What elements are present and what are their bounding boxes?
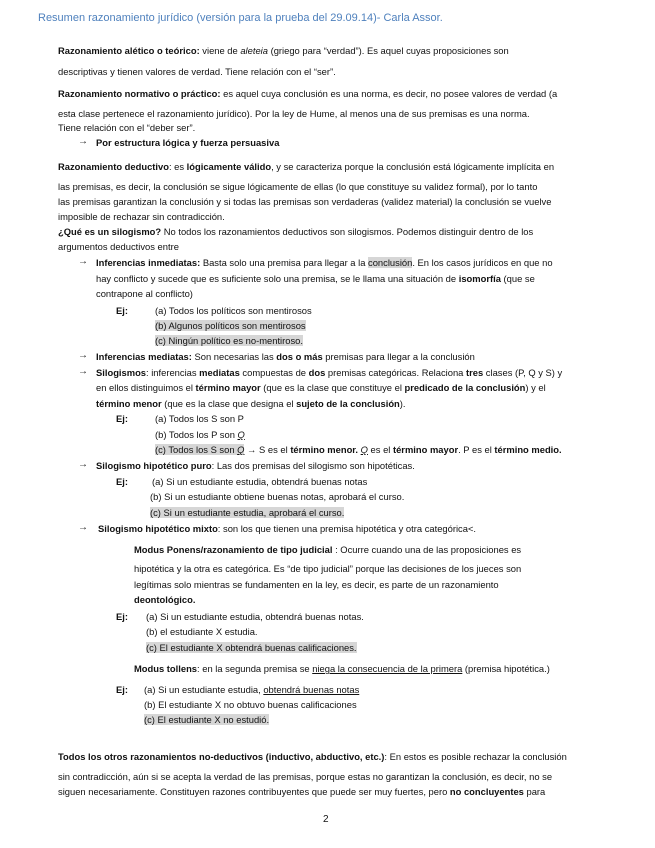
text: Ej: (116, 305, 128, 316)
otros-line-3 (58, 785, 545, 799)
inmediatas-line-3: contrapone al conflicto) (96, 288, 193, 299)
inmediatas-example-a: (a) Todos los políticos son mentirosos (155, 305, 312, 316)
text: término medio. (494, 444, 562, 455)
text: dos (308, 367, 326, 378)
text: viene de (199, 45, 241, 56)
text: (b) Todos los P son (155, 429, 238, 440)
aletico-line-1 (58, 44, 509, 58)
text: (c) Si un estudiante estudia, aprobará el curso. (150, 507, 345, 518)
ponens-example-b: (b) el estudiante X estudia. (146, 626, 258, 637)
ponens-example-a: (a) Si un estudiante estudia, obtendrá buenas notas. (146, 611, 364, 622)
normativo-line-3: Tiene relación con el “deber ser”. (58, 122, 196, 133)
text: Q (237, 444, 245, 455)
document-header: Resumen razonamiento jurídico (versión para la prueba del 29.09.14)- Carla Assor. (38, 12, 443, 24)
text: (griego para “verdad”). Es aquel cuyas proposiciones son (267, 45, 509, 56)
text: ¿Qué es un silogismo? (58, 226, 162, 237)
ponens-title: Modus Ponens/razonamiento de tipo judicial (134, 544, 333, 555)
aletico-title: Razonamiento alético o teórico: (58, 45, 200, 56)
otros-title: Todos los otros razonamientos no-deductivos (inductivo, abductivo, etc.) (58, 751, 385, 762)
text: Basta solo una premisa para llegar a la (200, 257, 369, 268)
text: dos o más (276, 351, 323, 362)
tollens-line-1 (134, 662, 550, 676)
example-label (116, 475, 128, 489)
text: aleteia (240, 45, 268, 56)
hip-puro-title: Silogismo hipotético puro (96, 460, 212, 471)
text: término menor (96, 398, 162, 409)
deductivo-line-4: imposible de rechazar sin contradicción. (58, 211, 225, 222)
hip-puro-line (96, 459, 415, 473)
text: : En estos es posible rechazar la conclusión (384, 751, 567, 762)
silogismos-example-b (155, 428, 245, 442)
text: conclusión (368, 257, 413, 268)
ponens-line-2: hipotética y la otra es categórica. Es “de tipo judicial” porque las decisiones de los jueces son (134, 563, 522, 574)
inmediatas-line-2 (96, 272, 535, 286)
normativo-sub (96, 136, 279, 150)
aletico-line-2: descriptivas y tienen valores de verdad. Tiene relación con el “ser”. (58, 66, 336, 77)
arrow-icon: → (78, 522, 88, 533)
text: en ellos distinguimos el (96, 382, 196, 393)
hip-puro-example-c (150, 506, 344, 520)
text: (premisa hipotética.) (462, 663, 550, 674)
normativo-title: Razonamiento normativo o práctico: (58, 88, 221, 99)
text: (c) Ningún político es no-mentiroso. (155, 335, 303, 346)
text: No todos los razonamientos deductivos son silogismos. Podemos distinguir dentro de los (161, 226, 534, 237)
example-label (116, 304, 128, 318)
text: Ej: (116, 476, 128, 487)
text: tres (466, 367, 484, 378)
hip-mixto-line (98, 522, 476, 536)
text: : son los que tienen una premisa hipotética y otra categórica<. (217, 523, 477, 534)
otros-line-1 (58, 750, 567, 764)
deductivo-line-2: las premisas, es decir, la conclusión se sigue lógicamente de ellas (lo que constituye su validez formal), por lo tanto (58, 181, 538, 192)
text: ) y el (525, 382, 546, 393)
silogismos-example-c (155, 443, 562, 457)
text: Ej: (116, 684, 128, 695)
arrow-icon: → (78, 256, 88, 267)
text: obtendrá buenas notas (263, 684, 360, 695)
text: (que es la clase que designa el (161, 398, 297, 409)
text: para (523, 786, 546, 797)
arrow-icon: → (78, 366, 88, 377)
silogismos-title: Silogismos (96, 367, 147, 378)
hip-puro-example-b: (b) Si un estudiante obtiene buenas notas, aprobará el curso. (150, 491, 405, 502)
text: premisas categóricas. Relaciona (325, 367, 466, 378)
text: Ej: (116, 611, 128, 622)
text: : Ocurre cuando una de las proposiciones es (332, 544, 522, 555)
text: sujeto de la conclusión (296, 398, 400, 409)
page-number: 2 (323, 814, 329, 825)
deductivo-line-1 (58, 160, 554, 174)
text: Son necesarias las (191, 351, 277, 362)
inmediatas-title: Inferencias inmediatas: (96, 257, 201, 268)
text (155, 444, 244, 455)
text: . P es el (458, 444, 495, 455)
text: lógicamente válido (186, 161, 272, 172)
text: (b) Algunos políticos son mentirosos (155, 320, 306, 331)
inmediatas-example-c (155, 334, 303, 348)
text: Ej: (116, 413, 128, 424)
text: deontológico. (134, 594, 196, 605)
text: Q (237, 429, 245, 440)
text: término mayor (392, 444, 459, 455)
arrow-icon: → (78, 350, 88, 361)
silogismos-line-3 (96, 397, 406, 411)
text: : en la segunda premisa se (197, 663, 313, 674)
text: no concluyentes (449, 786, 524, 797)
text: (que se (500, 273, 535, 284)
hip-mixto-title: Silogismo hipotético mixto (98, 523, 218, 534)
otros-line-2: sin contradicción, aún si se acepta la verdad de las premisas, porque estas no garantizan la conclusión, es decir, no se (58, 771, 553, 782)
text: predicado de la conclusión (404, 382, 526, 393)
mediatas-title: Inferencias mediatas: (96, 351, 192, 362)
normativo-line-1 (58, 87, 557, 101)
example-label (116, 683, 128, 697)
text: → S es el (244, 444, 291, 455)
ponens-line-3: legítimas solo mientras se fundamenten en la ley, es decir, es parte de un razonamiento (134, 579, 499, 590)
hip-puro-example-a: (a) Si un estudiante estudia, obtendrá buenas notas (152, 476, 368, 487)
silogismos-line-1 (96, 366, 562, 380)
text: (que es la clase que constituye el (260, 382, 405, 393)
text: siguen necesariamente. Constituyen razones contribuyentes que puede ser muy fuertes, pero (58, 786, 450, 797)
text: (c) Todos los S son (155, 444, 238, 455)
text: Por estructura lógica y fuerza persuasiva (96, 137, 280, 148)
text: es aquel cuya conclusión es una norma, es decir, no posee valores de verdad (a (220, 88, 558, 99)
text: término mayor (195, 382, 261, 393)
example-label (116, 412, 128, 426)
text: hay conflicto y sucede que es suficiente solo una premisa, se le llama una situación de (96, 273, 459, 284)
deductivo-title: Razonamiento deductivo (58, 161, 169, 172)
silogismos-line-2 (96, 381, 546, 395)
ponens-line-4 (134, 593, 195, 607)
tollens-example-b: (b) El estudiante X no obtuvo buenas calificaciones (144, 699, 357, 710)
ponens-example-c (146, 641, 357, 655)
example-label (116, 610, 128, 624)
inmediatas-line-1 (96, 256, 553, 270)
arrow-icon: → (78, 459, 88, 470)
mediatas-line (96, 350, 475, 364)
text: : es (168, 161, 187, 172)
inmediatas-example-b (155, 319, 306, 333)
arrow-icon: → (78, 136, 88, 147)
deductivo-question (58, 225, 533, 239)
tollens-example-a (144, 683, 359, 697)
text: premisas para llegar a la conclusión (322, 351, 475, 362)
normativo-line-2: esta clase pertenece el razonamiento jurídico). Por la ley de Hume, al menos una de sus premisas es una norma. (58, 108, 530, 119)
ponens-line-1 (134, 543, 521, 557)
text: (c) El estudiante X no estudió. (144, 714, 270, 725)
tollens-title: Modus tollens (134, 663, 198, 674)
tollens-example-c (144, 713, 269, 727)
text: ). (399, 398, 406, 409)
text: es el (367, 444, 393, 455)
text: Q (360, 444, 368, 455)
text: (a) Si un estudiante estudia, (144, 684, 264, 695)
text: . En los casos jurídicos en que no (412, 257, 553, 268)
text: (c) El estudiante X obtendrá buenas calificaciones. (146, 642, 357, 653)
text: compuestas de (239, 367, 309, 378)
text: : Las dos premisas del silogismo son hipotéticas. (211, 460, 415, 471)
text: : inferencias (146, 367, 200, 378)
text: , y se caracteriza porque la conclusión está lógicamente implícita en (271, 161, 555, 172)
text: clases (P, Q y S) y (483, 367, 563, 378)
text: niega la consecuencia de la primera (312, 663, 463, 674)
deductivo-line-6: argumentos deductivos entre (58, 241, 179, 252)
text: isomorfía (458, 273, 501, 284)
silogismos-example-a: (a) Todos los S son P (155, 413, 244, 424)
text: mediatas (199, 367, 240, 378)
deductivo-line-3: las premisas garantizan la conclusión y si todas las premisas son verdaderas (validez material) la conclusión se vuelve (58, 196, 552, 207)
text: término menor. (290, 444, 359, 455)
